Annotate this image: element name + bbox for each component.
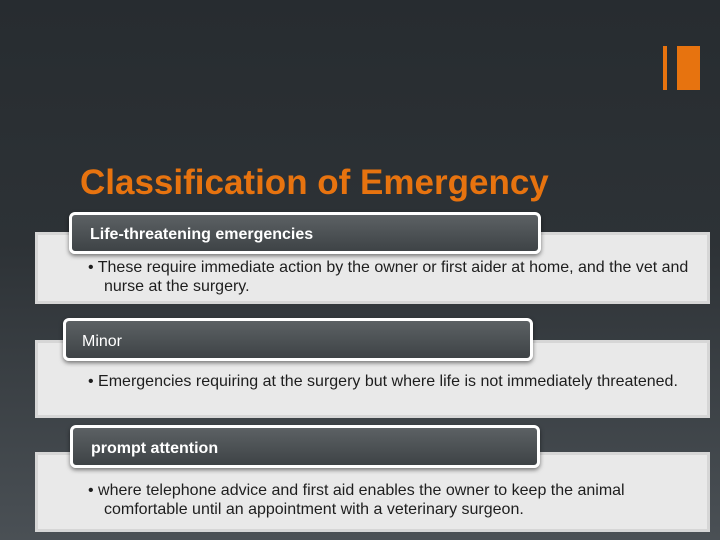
header-minor: Minor	[63, 318, 533, 361]
bullet-prompt-attention: • where telephone advice and first aid enables the owner to keep the animal comfortable until an appointment with a veterinary surgeon.	[88, 482, 625, 518]
header-prompt-attention: prompt attention	[70, 425, 540, 468]
slide-title: Classification of Emergency	[80, 163, 549, 202]
header-life-threatening: Life-threatening emergencies	[69, 212, 541, 254]
accent-bar-thick	[677, 46, 700, 90]
bullet-minor: • Emergencies requiring at the surgery but where life is not immediately threatened.	[88, 373, 678, 390]
accent-bar-thin	[663, 46, 667, 90]
bullet-life-threatening: • These require immediate action by the owner or first aider at home, and the vet and nurse at the surgery.	[88, 259, 689, 295]
